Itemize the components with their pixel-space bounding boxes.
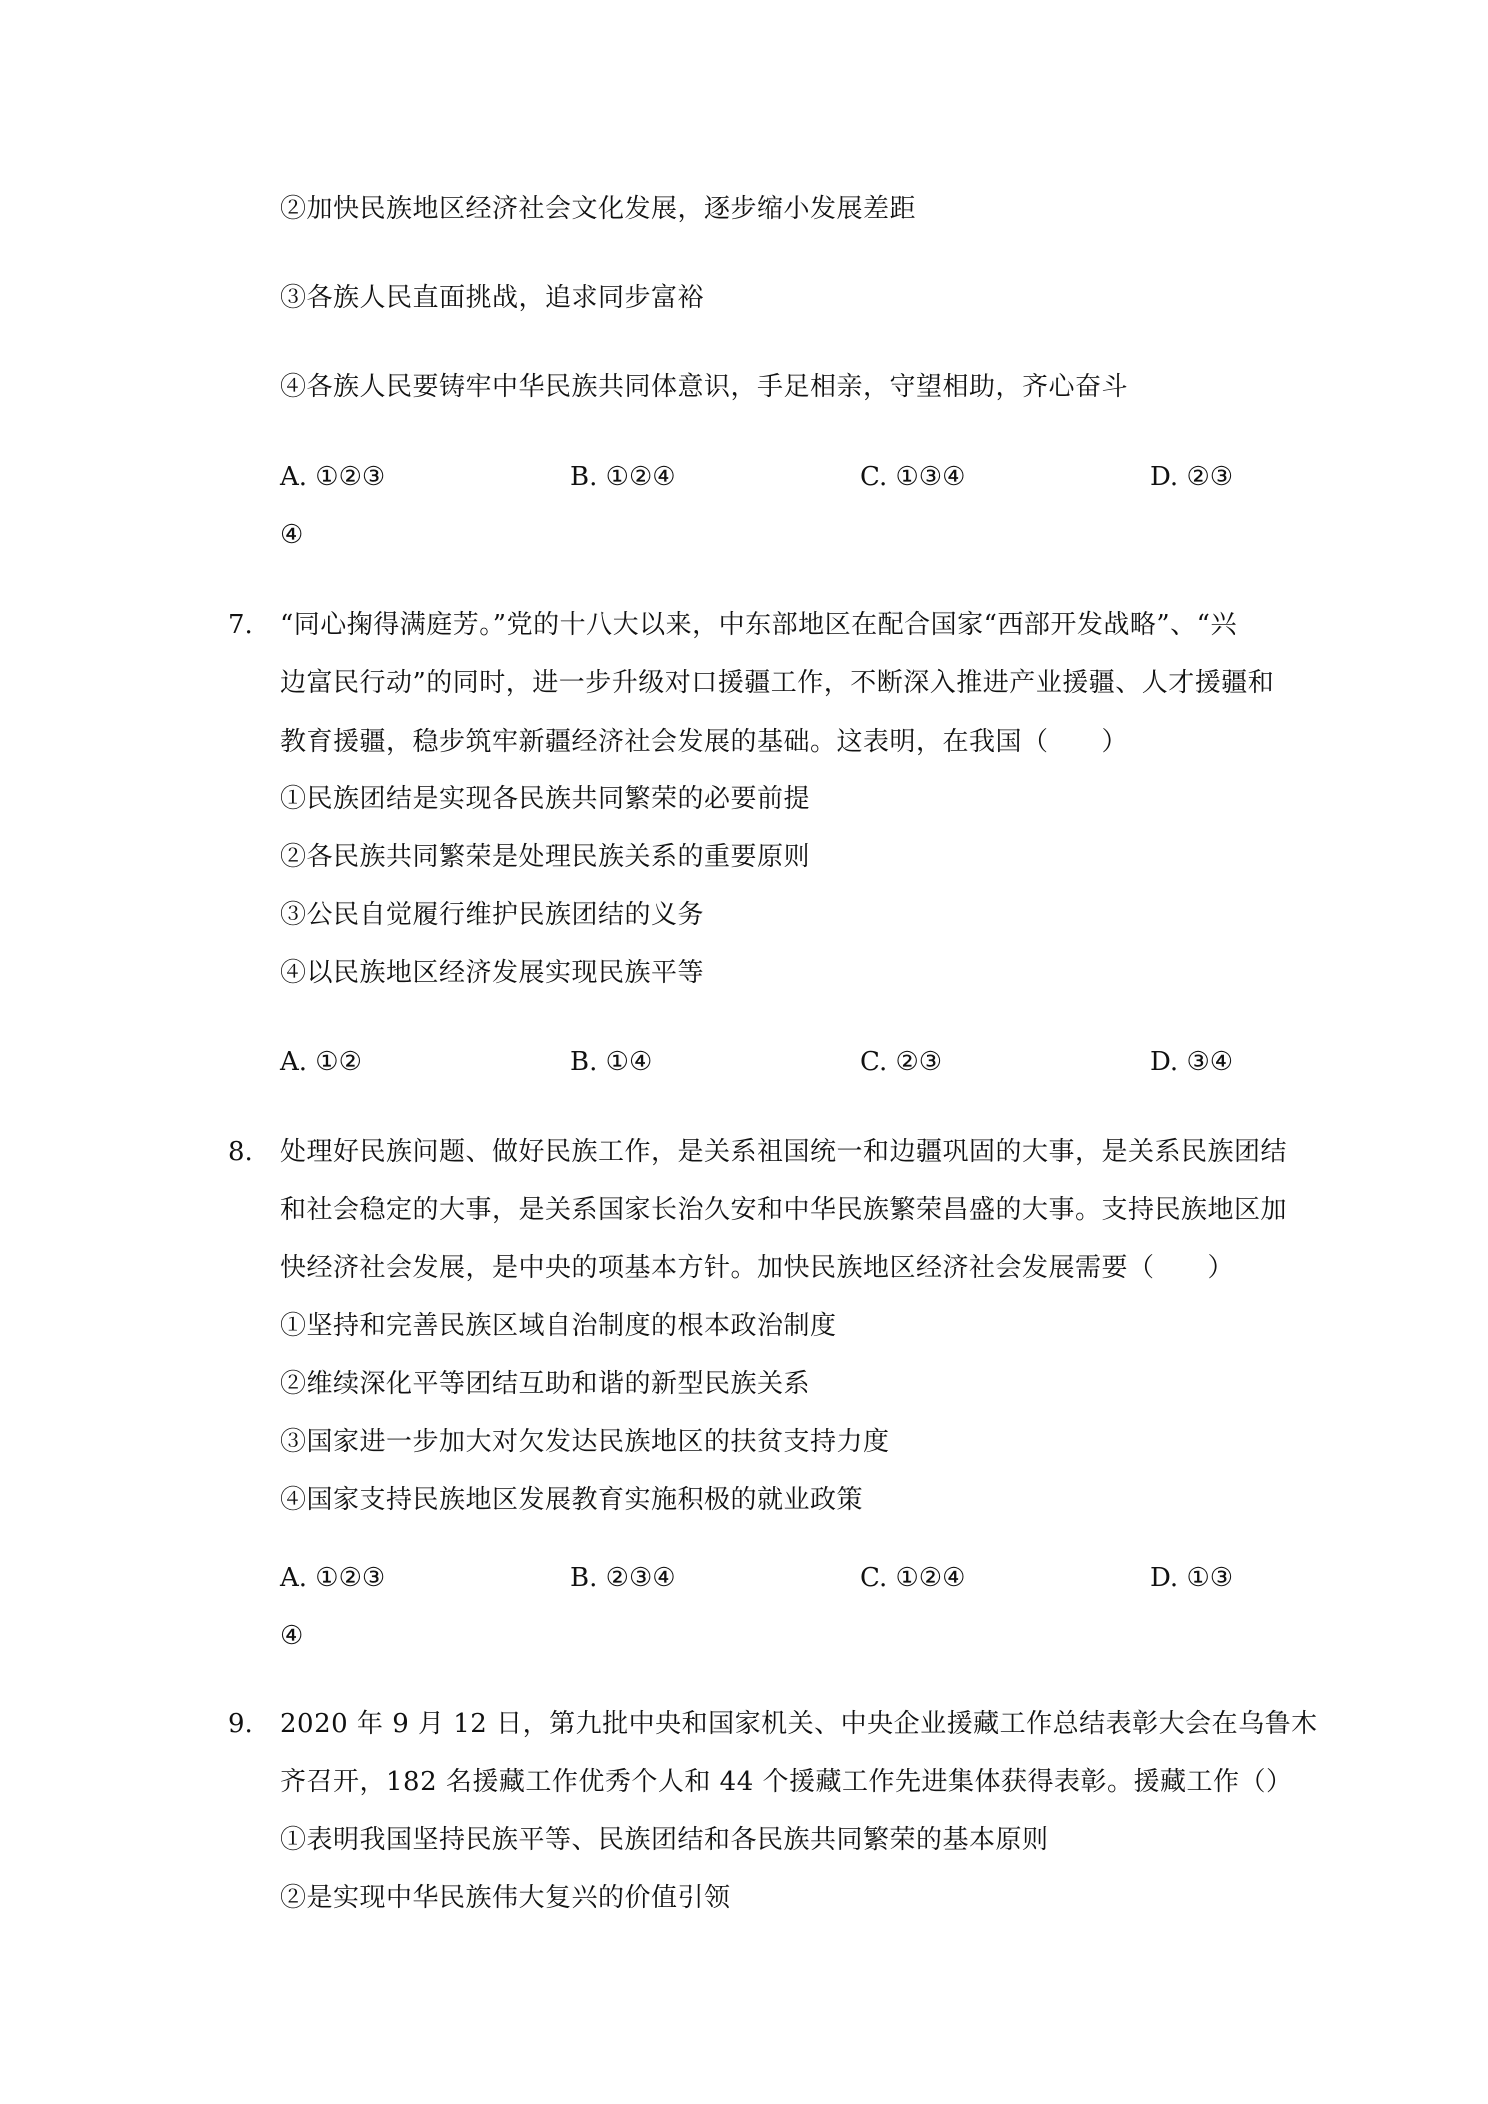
q7-stem-line-3: 教育援疆，稳步筑牢新疆经济社会发展的基础。这表明，在我国（ ）	[280, 727, 1129, 757]
q7-option-d: D. ③④	[1150, 1047, 1234, 1077]
q7-stem-line-2: 边富民行动”的同时，进一步升级对口援疆工作，不断深入推进产业援疆、人才援疆和	[280, 668, 1275, 698]
q8-statement-3: ③国家进一步加大对欠发达民族地区的扶贫支持力度	[280, 1427, 890, 1457]
q6-option-a: A. ①②③	[280, 462, 386, 492]
q7-statement-4: ④以民族地区经济发展实现民族平等	[280, 958, 705, 988]
q7-statement-1: ①民族团结是实现各民族共同繁荣的必要前提	[280, 784, 811, 814]
q9-number: 9.	[228, 1709, 253, 1739]
q7-statement-2: ②各民族共同繁荣是处理民族关系的重要原则	[280, 842, 811, 872]
q9-statement-2: ②是实现中华民族伟大复兴的价值引领	[280, 1883, 731, 1913]
q9-stem-line-1: 2020 年 9 月 12 日，第九批中央和国家机关、中央企业援藏工作总结表彰大会在乌鲁木	[280, 1709, 1318, 1739]
q6-option-d-wrap: ④	[280, 520, 304, 550]
q8-option-d-wrap: ④	[280, 1621, 304, 1651]
q8-number: 8.	[228, 1137, 253, 1167]
q9-statement-1: ①表明我国坚持民族平等、民族团结和各民族共同繁荣的基本原则	[280, 1825, 1049, 1855]
q8-stem-line-1: 处理好民族问题、做好民族工作，是关系祖国统一和边疆巩固的大事，是关系民族团结	[280, 1137, 1288, 1167]
q9-stem-line-2: 齐召开，182 名援藏工作优秀个人和 44 个援藏工作先进集体获得表彰。援藏工作（）	[280, 1767, 1293, 1797]
q8-statement-1: ①坚持和完善民族区域自治制度的根本政治制度	[280, 1311, 837, 1341]
q8-stem-line-3: 快经济社会发展，是中央的项基本方针。加快民族地区经济社会发展需要（ ）	[280, 1253, 1235, 1283]
q7-option-b: B. ①④	[570, 1047, 653, 1077]
q8-statement-2: ②维续深化平等团结互助和谐的新型民族关系	[280, 1369, 811, 1399]
q8-option-d: D. ①③	[1150, 1563, 1234, 1593]
q6-statement-4: ④各族人民要铸牢中华民族共同体意识，手足相亲，守望相助，齐心奋斗	[280, 372, 1129, 402]
q8-option-c: C. ①②④	[860, 1563, 966, 1593]
q7-option-c: C. ②③	[860, 1047, 943, 1077]
q6-option-c: C. ①③④	[860, 462, 966, 492]
q6-statement-2: ②加快民族地区经济社会文化发展，逐步缩小发展差距	[280, 194, 917, 224]
q8-option-a: A. ①②③	[280, 1563, 386, 1593]
q7-option-a: A. ①②	[280, 1047, 362, 1077]
q6-option-d: D. ②③	[1150, 462, 1234, 492]
q8-statement-4: ④国家支持民族地区发展教育实施积极的就业政策	[280, 1485, 864, 1515]
q8-option-b: B. ②③④	[570, 1563, 676, 1593]
q8-stem-line-2: 和社会稳定的大事，是关系国家长治久安和中华民族繁荣昌盛的大事。支持民族地区加	[280, 1195, 1288, 1225]
q7-stem-line-1: “同心掬得满庭芳。”党的十八大以来，中东部地区在配合国家“西部开发战略”、“兴	[280, 610, 1237, 640]
q6-option-b: B. ①②④	[570, 462, 676, 492]
q7-number: 7.	[228, 610, 253, 640]
q7-statement-3: ③公民自觉履行维护民族团结的义务	[280, 900, 705, 930]
q6-statement-3: ③各族人民直面挑战，追求同步富裕	[280, 283, 705, 313]
